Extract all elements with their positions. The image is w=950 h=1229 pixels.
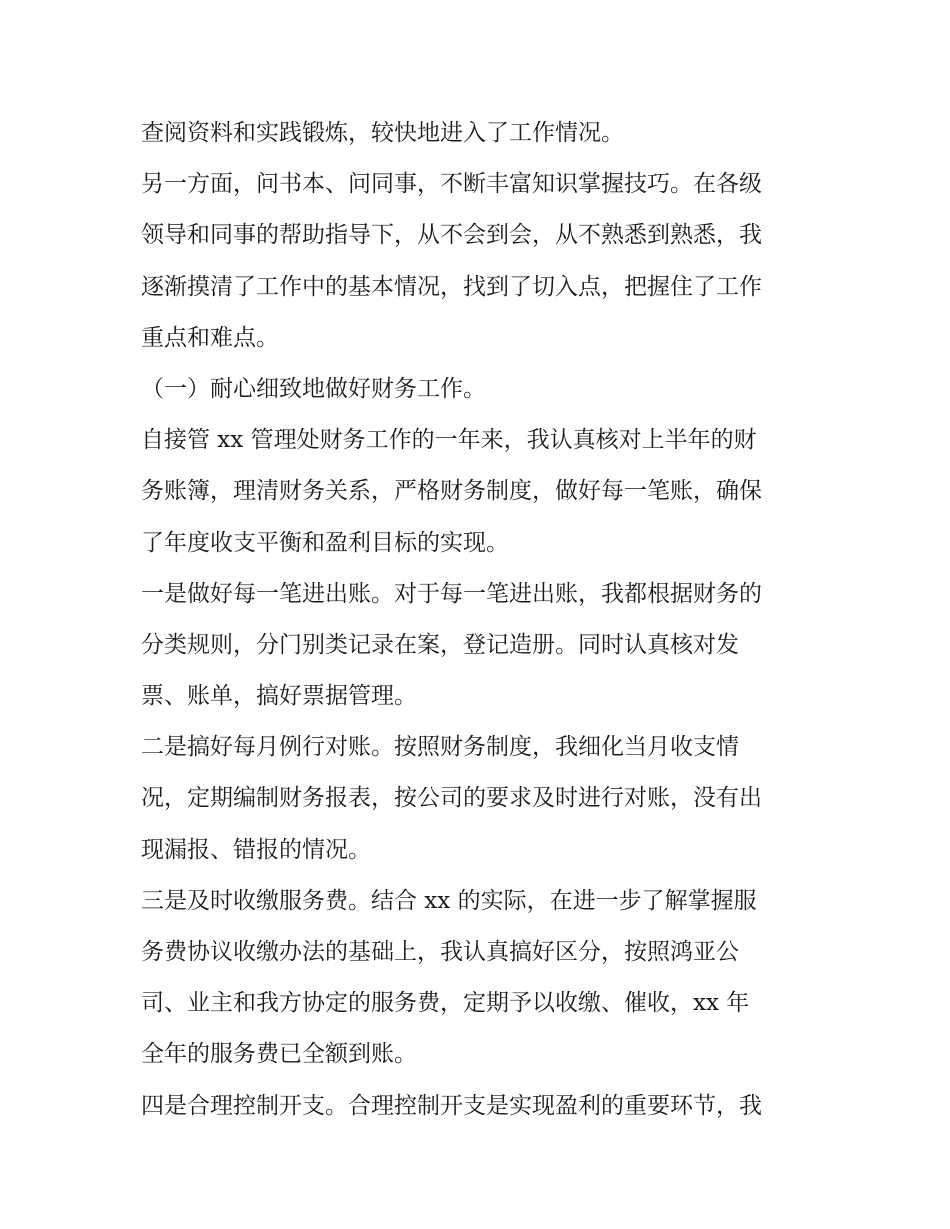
section-heading: （一）耐心细致地做好财务工作。 <box>141 375 486 402</box>
text-line: 司、业主和我方协定的服务费，定期予以收缴、催收，xx 年 <box>141 990 750 1017</box>
text-line: 全年的服务费已全额到账。 <box>141 1041 417 1068</box>
text-line: 了年度收支平衡和盈利目标的实现。 <box>141 529 509 556</box>
text-line: 务账簿，理清财务关系，严格财务制度，做好每一笔账，确保 <box>141 478 762 505</box>
text-line: 三是及时收缴服务费。结合 xx 的实际，在进一步了解掌握服 <box>141 887 757 914</box>
text-line: 务费协议收缴办法的基础上，我认真搞好区分，按照鸿亚公 <box>141 939 739 965</box>
text-line: 一是做好每一笔进出账。对于每一笔进出账，我都根据财务的 <box>141 580 762 607</box>
text-line: 逐渐摸清了工作中的基本情况，找到了切入点，把握住了工作 <box>141 273 762 300</box>
text-line: 领导和同事的帮助指导下，从不会到会，从不熟悉到熟悉，我 <box>141 222 762 249</box>
text-line: 四是合理控制开支。合理控制开支是实现盈利的重要环节，我 <box>141 1092 762 1119</box>
text-line: 自接管 xx 管理处财务工作的一年来，我认真核对上半年的财 <box>141 427 757 454</box>
text-line: 查阅资料和实践锻炼，较快地进入了工作情况。 <box>141 120 624 146</box>
text-line: 票、账单，搞好票据管理。 <box>141 683 417 710</box>
text-line: 况，定期编制财务报表，按公司的要求及时进行对账，没有出 <box>141 785 762 812</box>
text-line: 另一方面，问书本、问同事，不断丰富知识掌握技巧。在各级 <box>141 171 762 198</box>
text-line: 重点和难点。 <box>141 324 279 351</box>
text-line: 二是搞好每月例行对账。按照财务制度，我细化当月收支情 <box>141 734 739 761</box>
text-line: 分类规则，分门别类记录在案，登记造册。同时认真核对发 <box>141 631 739 658</box>
document-body <box>141 108 821 1132</box>
text-line: 现漏报、错报的情况。 <box>141 836 371 863</box>
